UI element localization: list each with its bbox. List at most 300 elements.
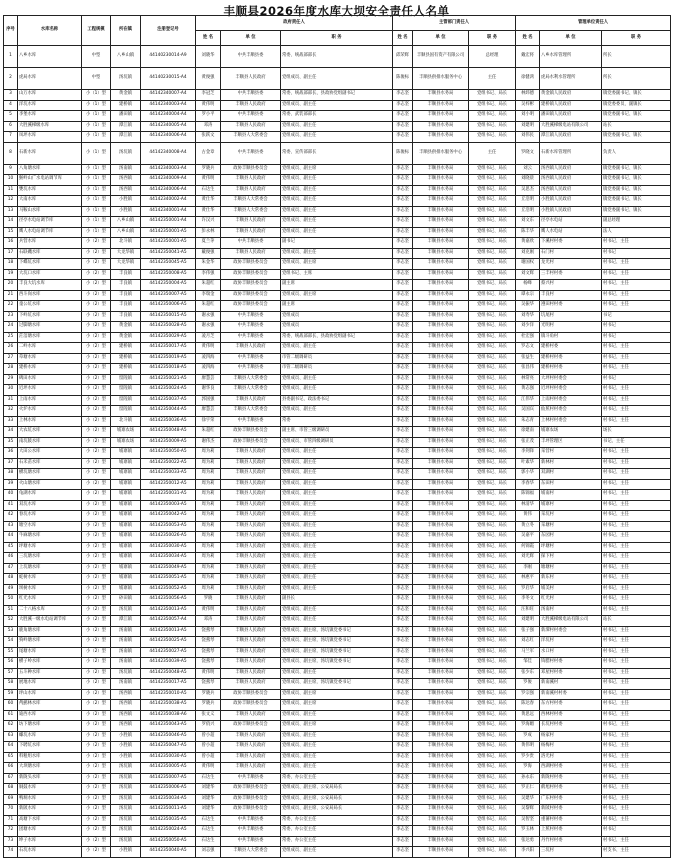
cell-reservoir-name: 蛇树水库 [18, 574, 82, 585]
cell-seq: 28 [4, 364, 18, 375]
cell-scale: 小（2）型 [82, 647, 111, 658]
cell-town: 黄金镇 [111, 322, 141, 333]
table-row [4, 217, 671, 228]
cell-gov-duty: 党组成员、副主席、公安局局长 [281, 794, 393, 805]
cell-gov-name: 郭国强 [196, 395, 221, 406]
cell-gov-name: 周为莉 [196, 574, 221, 585]
cell-dept-duty: 党组书记、局长 [469, 469, 516, 480]
cell-gov-duty: 副主席 [281, 280, 393, 291]
cell-mgmt-duty: 镇党委副书记、镇长 [602, 111, 671, 122]
cell-mgmt-name: 汪和旺 [516, 605, 540, 616]
cell-gov-duty: 党组成员、副主席 [281, 164, 393, 175]
cell-dept-duty: 党组书记、局长 [469, 584, 516, 595]
cell-dept-duty: 党组书记、局长 [469, 689, 516, 700]
cell-gov-name: 周为莉 [196, 458, 221, 469]
cell-gov-duty: 党组成员、副主任 [281, 616, 393, 627]
table-row [4, 343, 671, 354]
cell-code: 44142340009-A4 [141, 175, 196, 186]
cell-gov-duty: 党组成员、副主任 [281, 100, 393, 111]
cell-mgmt-unit: 重蕃村村委 [540, 815, 602, 826]
cell-scale: 小（2）型 [82, 689, 111, 700]
cell-gov-name: 张跃文 [196, 132, 221, 143]
cell-seq: 9 [4, 164, 18, 175]
cell-mgmt-name: 吴梓彬 [516, 100, 540, 111]
cell-mgmt-name: 黄立冬 [516, 521, 540, 532]
cell-dept-name: 李志坚 [393, 121, 413, 132]
cell-code: 44142350038-A5 [141, 700, 196, 711]
cell-mgmt-name: 刘光辉 [516, 553, 540, 564]
cell-gov-unit: 丰顺县人民政府 [221, 605, 281, 616]
cell-code: 44142350024-A5 [141, 385, 196, 396]
cell-reservoir-name: 迪西水库 [18, 710, 82, 721]
cell-dept-duty: 党组书记、局长 [469, 164, 516, 175]
cell-gov-name: 刘志强 [196, 847, 221, 858]
cell-reservoir-name: 三坑塘水库 [18, 553, 82, 564]
cell-reservoir-name: 展地水库 [18, 679, 82, 690]
cell-seq: 30 [4, 385, 18, 396]
cell-gov-name: 曾小超 [196, 731, 221, 742]
cell-mgmt-name: 丘浩明 [516, 196, 540, 207]
cell-gov-duty: 党组成员、副主任 [281, 206, 393, 217]
cell-mgmt-name: 谭永宗 [516, 290, 540, 301]
cell-dept-unit: 丰顺县水务局 [413, 679, 469, 690]
cell-town: 小胜镇 [111, 196, 141, 207]
cell-mgmt-name: 罗俊 [516, 679, 540, 690]
cell-reservoir-name: 大南水库 [18, 196, 82, 207]
cell-reservoir-name: 坝树水库 [18, 584, 82, 595]
cell-gov-name: 石达生 [196, 826, 221, 837]
cell-gov-duty: 党组成员、副主任 [281, 742, 393, 753]
cell-dept-unit: 丰顺县水务局 [413, 700, 469, 711]
cell-dept-unit: 丰顺县水务局 [413, 563, 469, 574]
table-row [4, 238, 671, 249]
cell-mgmt-name: 刘文辉 [516, 269, 540, 280]
cell-dept-unit: 丰顺县水务局 [413, 710, 469, 721]
cell-dept-duty: 党组书记、局长 [469, 742, 516, 753]
cell-code: 44142350051-A5 [141, 574, 196, 585]
cell-code: 44142350006-A5 [141, 301, 196, 312]
cell-scale: 小（2）型 [82, 710, 111, 721]
cell-mgmt-unit: 东园村 [540, 532, 602, 543]
cell-gov-name: 罗晓兵 [196, 689, 221, 700]
cell-seq: 18 [4, 259, 18, 270]
cell-code: 44142350044-A5 [141, 406, 196, 417]
cell-mgmt-unit: 新南溪村 [540, 679, 602, 690]
cell-mgmt-name: 罗玉林 [516, 826, 540, 837]
cell-dept-name: 李志坚 [393, 532, 413, 543]
cell-town: 汤坑镇 [111, 668, 141, 679]
cell-mgmt-duty: 村书记、主任 [602, 301, 671, 312]
cell-seq: 64 [4, 742, 18, 753]
cell-gov-duty: 党组成员、副主任 [281, 574, 393, 585]
cell-seq: 65 [4, 752, 18, 763]
cell-mgmt-duty: 村书记、主任 [602, 238, 671, 249]
cell-mgmt-unit: 汤西镇人民政府 [540, 164, 602, 175]
cell-dept-unit: 丰顺县水务局 [413, 259, 469, 270]
cell-code: 44142350050-A5 [141, 448, 196, 459]
cell-seq: 32 [4, 406, 18, 417]
cell-code: 44140230015-A4 [141, 68, 196, 90]
cell-dept-name: 李志坚 [393, 448, 413, 459]
cell-gov-name: 凌月芝 [196, 332, 221, 343]
cell-gov-name: 周为莉 [196, 500, 221, 511]
cell-code: 44142350001-A5 [141, 227, 196, 238]
cell-code: 44142350034-A5 [141, 794, 196, 805]
cell-dept-duty: 党组书记、局长 [469, 90, 516, 101]
cell-dept-name: 李志坚 [393, 700, 413, 711]
header-town: 所在镇 [111, 16, 141, 46]
cell-code: 44142350007-A5 [141, 773, 196, 784]
cell-dept-duty: 党组书记、局长 [469, 301, 516, 312]
table-row [4, 710, 671, 721]
header-mgmt-duty: 职 务 [602, 31, 671, 46]
cell-gov-duty: 党组成员、副主任 [281, 175, 393, 186]
cell-mgmt-name: 吴思杰 [516, 185, 540, 196]
cell-gov-name: 徐宇荣 [196, 416, 221, 427]
cell-dept-name: 李志坚 [393, 626, 413, 637]
cell-mgmt-duty: 村书记、主任 [602, 395, 671, 406]
cell-gov-duty: 党组成员、副主席，汤坑镇党委书记 [281, 637, 393, 648]
cell-gov-name: 黄伟明 [196, 763, 221, 774]
cell-mgmt-unit: 长坑村村委 [540, 721, 602, 732]
cell-code: 44142340005-A4 [141, 121, 196, 132]
cell-town: 八乡山镇 [111, 46, 141, 68]
cell-mgmt-unit: 钩腊村村委 [540, 658, 602, 669]
cell-reservoir-name: 鸭垌水库 [18, 794, 82, 805]
cell-gov-name: 石达生 [196, 836, 221, 847]
cell-mgmt-name: 刘晓晨 [516, 175, 540, 186]
cell-mgmt-unit: 龙光村 [540, 259, 602, 270]
cell-gov-unit: 丰顺县人民政府 [221, 647, 281, 658]
cell-gov-unit: 丰顺县人民政府 [221, 595, 281, 606]
cell-dept-name: 李志坚 [393, 847, 413, 858]
cell-code: 44142350031-A5 [141, 490, 196, 501]
cell-town: 汤西镇 [111, 710, 141, 721]
cell-seq: 29 [4, 374, 18, 385]
cell-reservoir-name: 上坑塘水库 [18, 563, 82, 574]
cell-gov-name: 周为莉 [196, 448, 221, 459]
table-row [4, 574, 671, 585]
table-row [4, 196, 671, 207]
cell-dept-duty: 党组书记、局长 [469, 668, 516, 679]
cell-gov-unit: 丰顺县人民政府 [221, 574, 281, 585]
cell-gov-unit: 中共丰顺县委 [221, 311, 281, 322]
cell-town: 埔寨镇 [111, 511, 141, 522]
cell-dept-unit: 丰顺县水务局 [413, 794, 469, 805]
cell-mgmt-duty: 站长 [602, 121, 671, 132]
cell-gov-unit: 丰顺县人民政府 [221, 752, 281, 763]
cell-gov-name: 罗小平 [196, 111, 221, 122]
cell-gov-name: 朱超红 [196, 280, 221, 291]
cell-gov-name: 刘建华 [196, 805, 221, 816]
cell-gov-unit: 丰顺县人民政府 [221, 626, 281, 637]
cell-gov-name: 谢华良 [196, 385, 221, 396]
table-row [4, 542, 671, 553]
cell-mgmt-name: 张少东 [516, 668, 540, 679]
cell-reservoir-name: 建桥水库 [18, 364, 82, 375]
cell-dept-name: 李志坚 [393, 280, 413, 291]
cell-dept-unit: 丰顺县水务局 [413, 511, 469, 522]
header-gov-name: 姓 名 [196, 31, 221, 46]
cell-mgmt-duty: 村支书、主任 [602, 847, 671, 858]
cell-dept-duty: 党组书记、局长 [469, 700, 516, 711]
cell-code: 44140230014-A9 [141, 46, 196, 68]
cell-gov-name: 夏兰茅 [196, 238, 221, 249]
cell-dept-unit: 丰顺县水务局 [413, 395, 469, 406]
cell-dept-unit: 丰顺县水务局 [413, 637, 469, 648]
cell-code: 44142350029-A5 [141, 332, 196, 343]
table-row [4, 164, 671, 175]
cell-mgmt-name: 陈达春 [516, 700, 540, 711]
cell-dept-name: 李志坚 [393, 721, 413, 732]
cell-scale: 小（2）型 [82, 616, 111, 627]
cell-dept-duty: 党组书记、局长 [469, 574, 516, 585]
cell-dept-unit: 丰顺县水务局 [413, 763, 469, 774]
cell-scale: 小（2）型 [82, 490, 111, 501]
cell-gov-duty: 副书记 [281, 238, 393, 249]
cell-mgmt-unit: 双湖村 [540, 469, 602, 480]
cell-reservoir-name: 坤子水库 [18, 836, 82, 847]
cell-gov-name: 罗晓 [196, 595, 221, 606]
cell-gov-unit: 丰顺县人民政府 [221, 742, 281, 753]
cell-dept-name: 李志坚 [393, 647, 413, 658]
cell-seq: 39 [4, 479, 18, 490]
cell-dept-duty: 党组书记、局长 [469, 763, 516, 774]
cell-mgmt-name: 戴宏将 [516, 46, 540, 68]
cell-town: 汤坑镇 [111, 773, 141, 784]
cell-scale: 小（1）型 [82, 100, 111, 111]
cell-reservoir-name: 近坪水库 [18, 385, 82, 396]
cell-code: 44142340007-A4 [141, 90, 196, 101]
cell-gov-name: 黄伟明 [196, 343, 221, 354]
table-row [4, 121, 671, 132]
cell-dept-duty: 党组书记、局长 [469, 542, 516, 553]
cell-code: 44142350001-A5 [141, 238, 196, 249]
cell-mgmt-name: 刘寿华 [516, 311, 540, 322]
cell-mgmt-unit: 杨家村 [540, 731, 602, 742]
cell-town: 北斗镇 [111, 416, 141, 427]
cell-mgmt-name: 黄伟 [516, 511, 540, 522]
cell-mgmt-unit: 汤南村 [540, 605, 602, 616]
cell-gov-unit: 中共丰顺县委 [221, 826, 281, 837]
cell-code: 44142340004-A4 [141, 111, 196, 122]
cell-gov-name: 周为莉 [196, 469, 221, 480]
cell-dept-unit: 丰顺县水务局 [413, 626, 469, 637]
cell-gov-name: 张文义 [196, 710, 221, 721]
cell-dept-unit: 丰顺县水务局 [413, 427, 469, 438]
cell-seq: 60 [4, 700, 18, 711]
cell-reservoir-name: 径亭水电站调节库 [18, 217, 82, 228]
cell-code: 44142350046-A5 [141, 731, 196, 742]
cell-dept-duty: 党组书记、局长 [469, 511, 516, 522]
cell-dept-duty: 党组书记、局长 [469, 427, 516, 438]
cell-code: 44142350015-A5 [141, 311, 196, 322]
cell-gov-duty: 常委、统战部部长、县政协党组副书记 [281, 332, 393, 343]
cell-mgmt-unit: 仙蕉村村委会 [540, 406, 602, 417]
cell-scale: 小（2）型 [82, 385, 111, 396]
cell-gov-duty: 党组成员 [281, 311, 393, 322]
cell-scale: 小（2）型 [82, 626, 111, 637]
cell-mgmt-unit: 新潭村村委会 [540, 626, 602, 637]
cell-gov-unit: 丰顺县人大常委会 [221, 196, 281, 207]
cell-mgmt-unit: 三坑村 [540, 847, 602, 858]
cell-town: 埔寨镇 [111, 448, 141, 459]
cell-scale: 小（2）型 [82, 584, 111, 595]
cell-gov-name: 朱超红 [196, 427, 221, 438]
cell-dept-name: 李志坚 [393, 794, 413, 805]
cell-town: 留隍镇 [111, 374, 141, 385]
cell-dept-name: 李志坚 [393, 553, 413, 564]
cell-town: 潘田镇 [111, 111, 141, 122]
cell-reservoir-name: 大田公水库 [18, 448, 82, 459]
cell-mgmt-name: 刘云 [516, 164, 540, 175]
cell-town: 汤西镇 [111, 689, 141, 700]
cell-mgmt-duty: 所长 [602, 46, 671, 68]
cell-seq: 21 [4, 290, 18, 301]
cell-dept-name: 李志坚 [393, 511, 413, 522]
cell-gov-duty: 党组成员、副主任 [281, 532, 393, 543]
cell-gov-duty: 党组成员、副主任 [281, 605, 393, 616]
cell-seq: 23 [4, 311, 18, 322]
cell-code: 44142350043-A5 [141, 721, 196, 732]
cell-gov-name: 饶燕琴 [196, 679, 221, 690]
cell-gov-duty: 党组成员、副主任 [281, 374, 393, 385]
cell-mgmt-name: 罗宗强 [516, 689, 540, 700]
cell-dept-name: 李志坚 [393, 196, 413, 207]
cell-seq: 36 [4, 448, 18, 459]
cell-dept-name: 李志坚 [393, 458, 413, 469]
cell-seq: 37 [4, 458, 18, 469]
cell-reservoir-name: 横坑塘水库 [18, 469, 82, 480]
cell-gov-duty: 县委副书记、政法委书记 [281, 395, 393, 406]
cell-reservoir-name: 石联磯水库 [18, 248, 82, 259]
cell-mgmt-name: 江伟华 [516, 395, 540, 406]
cell-town: 汤西镇 [111, 721, 141, 732]
cell-town: 汤坑镇 [111, 68, 141, 90]
cell-gov-unit: 丰顺县人民政府 [221, 469, 281, 480]
cell-dept-unit: 丰顺县水务局 [413, 616, 469, 627]
cell-code: 44142350027-A5 [141, 647, 196, 658]
table-row [4, 437, 671, 448]
cell-scale: 小（1）型 [82, 90, 111, 101]
cell-gov-duty: 常委、办公室主任 [281, 826, 393, 837]
cell-mgmt-name: 刘建明 [516, 121, 540, 132]
cell-gov-duty: 党组成员、副主任 [281, 563, 393, 574]
cell-town: 埔寨镇 [111, 490, 141, 501]
cell-dept-name: 李志坚 [393, 805, 413, 816]
cell-code: 44142350057-A4 [141, 616, 196, 627]
cell-mgmt-name: 丘浩明 [516, 206, 540, 217]
cell-gov-unit: 中共丰顺县委 [221, 332, 281, 343]
cell-dept-unit: 丰顺县水务局 [413, 836, 469, 847]
cell-gov-name: 李瑞金 [196, 290, 221, 301]
cell-code: 44142350026-A5 [141, 532, 196, 543]
cell-code: 44142350021-A5 [141, 374, 196, 385]
cell-mgmt-unit: 蔡兴村 [540, 280, 602, 291]
table-row [4, 784, 671, 795]
cell-mgmt-unit: 邓屋村村委 [540, 668, 602, 679]
cell-gov-duty: 常委、统战部部长 [281, 46, 393, 68]
cell-dept-name: 陈俊标 [393, 142, 413, 164]
cell-town: 埔寨镇 [111, 469, 141, 480]
cell-reservoir-name: 螺坑水库 [18, 731, 82, 742]
cell-dept-name: 李志坚 [393, 731, 413, 742]
cell-reservoir-name: 下聘坑水库 [18, 742, 82, 753]
cell-dept-name: 李志坚 [393, 668, 413, 679]
cell-scale: 小（2）型 [82, 332, 111, 343]
cell-gov-name: 周为莉 [196, 479, 221, 490]
cell-dept-duty: 党组书记、局长 [469, 290, 516, 301]
cell-mgmt-duty: 负责人 [602, 142, 671, 164]
table-row [4, 301, 671, 312]
cell-code: 44142340003-A4 [141, 164, 196, 175]
cell-dept-unit: 丰顺县水务局 [413, 542, 469, 553]
cell-code: 44142350033-A5 [141, 469, 196, 480]
cell-dept-duty: 党组书记、局长 [469, 353, 516, 364]
cell-dept-name: 李志坚 [393, 521, 413, 532]
cell-gov-name: 石达生 [196, 185, 221, 196]
cell-seq: 47 [4, 563, 18, 574]
cell-gov-unit: 丰顺县人民政府 [221, 637, 281, 648]
cell-mgmt-unit: 三丰村村委 [540, 269, 602, 280]
cell-mgmt-duty: 村书记、主任 [602, 626, 671, 637]
cell-dept-name: 李志坚 [393, 111, 413, 122]
cell-mgmt-duty: 镇党委委员、副镇长 [602, 100, 671, 111]
cell-gov-unit: 中共丰顺县委 [221, 46, 281, 68]
cell-gov-unit: 丰顺县人民政府 [221, 490, 281, 501]
cell-town: 丰良镇 [111, 301, 141, 312]
cell-reservoir-name: 山万水库 [18, 90, 82, 101]
table-row [4, 616, 671, 627]
cell-scale: 小（2）型 [82, 437, 111, 448]
table-row [4, 679, 671, 690]
cell-dept-unit: 丰顺县水务局 [413, 269, 469, 280]
cell-town: 汤坑镇 [111, 826, 141, 837]
cell-seq: 17 [4, 248, 18, 259]
cell-mgmt-duty: 村书记 [602, 332, 671, 343]
cell-seq: 13 [4, 206, 18, 217]
cell-mgmt-duty: 村书记、主任 [602, 794, 671, 805]
cell-dept-duty: 党组书记、局长 [469, 647, 516, 658]
cell-gov-name: 曾小超 [196, 752, 221, 763]
cell-reservoir-name: 大胜溪梯级水库 [18, 121, 82, 132]
cell-seq: 56 [4, 658, 18, 669]
cell-scale: 小（2）型 [82, 374, 111, 385]
cell-reservoir-name: 碑田水库 [18, 374, 82, 385]
cell-mgmt-duty: 站长 [602, 616, 671, 627]
table-row [4, 311, 671, 322]
cell-mgmt-unit: 埔寨农场 [540, 427, 602, 438]
cell-gov-name: 曾小超 [196, 742, 221, 753]
cell-dept-duty: 党组书记、局长 [469, 521, 516, 532]
cell-dept-duty: 党组书记、局长 [469, 490, 516, 501]
cell-mgmt-name: 吴国宾 [516, 406, 540, 417]
document-title: 丰顺县2026年度水库大坝安全责任人名单 [223, 4, 450, 18]
cell-gov-duty: 党组成员、副主席 [281, 689, 393, 700]
cell-mgmt-duty: 村书记、主任 [602, 658, 671, 669]
cell-seq: 38 [4, 469, 18, 480]
cell-dept-unit: 丰顺县供排水服务中心 [413, 142, 469, 164]
cell-mgmt-unit: 红光村 [540, 595, 602, 606]
cell-seq: 10 [4, 175, 18, 186]
cell-scale: 小（2）型 [82, 280, 111, 291]
cell-mgmt-name: 李春华 [516, 479, 540, 490]
cell-mgmt-duty: 村书记、主任 [602, 805, 671, 816]
cell-code: 44142350034-A5 [141, 553, 196, 564]
cell-dept-duty: 党组书记、局长 [469, 385, 516, 396]
cell-gov-unit: 丰顺县人大常委会 [221, 847, 281, 858]
cell-town: 小胜镇 [111, 731, 141, 742]
